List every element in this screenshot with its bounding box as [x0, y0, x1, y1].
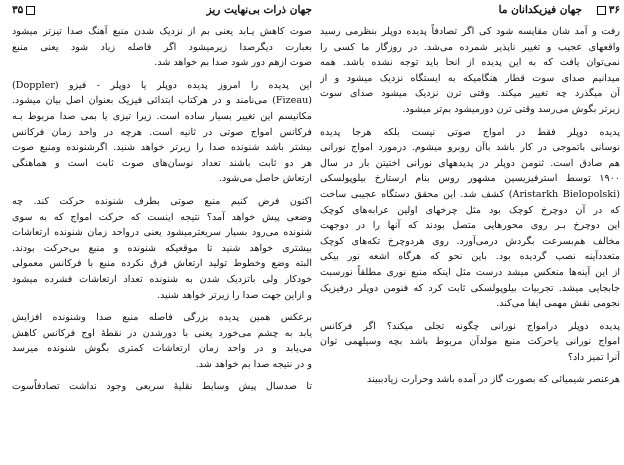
- text-line: این پدیده را امروز پدیده دوپلر یا دوپلر - فیزو (Doppler): [12, 79, 312, 91]
- page-header: [12, 4, 312, 18]
- text-line: متعددآینه نصب گردیده بود. باین نحو که هرگاه اشعه نور بیکی: [320, 251, 620, 263]
- text-line: یابد به چشم می‌خورد یعنی با دورشدن در نقطهٔ اوج فرکانس کاهش: [12, 327, 312, 339]
- text-body: [320, 24, 620, 388]
- text-line: صوت کاهش یـابد یعنی بم از نزدیک شدن منبع آهنگ صدا تیزتر میشود: [12, 26, 312, 37]
- page-number: ۳۶: [594, 4, 620, 16]
- text-line: هم صادق است. ثنومن دوپلر در پدیدههای نورانی اختیتن بار در سال: [320, 157, 620, 169]
- text-line: از این آینه‌ها منعکس میشد درست مثل اینکه منبع نوری مطلقاً نورسبت: [320, 266, 620, 278]
- running-title: جهان فیزیکدانان ما: [498, 4, 582, 16]
- text-line: می‌یابد و در واحد زمان ارتعاشات کمتری بگوش شنونده میرسد: [12, 343, 312, 355]
- left-page: [12, 0, 312, 465]
- text-line: آن میگذرد چه تغییر میکند. وقتی ترن نزدیک میشود صدای سوت: [320, 88, 620, 100]
- text-line: که در آن دوچرخ کوچک بود مثل چرخهای اولین عرابه‌های کوچک: [320, 204, 620, 216]
- text-line: نوسانی باتموجی در کار باشد باآن روبرو میشوم. درمورد امواج نورانی: [320, 142, 620, 154]
- text-line: هر دو ثابت باشند تعداد نوسان‌های صوت ثابت است و هماهنگی: [12, 157, 312, 169]
- right-page: [320, 0, 620, 465]
- text-line: زیرتر بگوش می‌رسد وقتی ترن دورمیشود بم‌تر میشود.: [402, 103, 620, 115]
- text-line: برعکس همین پدیده بزرگی فاصله منبع صدا وشنونده افزایش: [12, 312, 312, 324]
- text-line: رفت و آمد شان مقایسه شود کی اگر تصادفاً پدیده دوپلر بنظرمی رسید: [320, 26, 620, 37]
- text-line: (Fizeau) می‌نامند و در هرکتاب ابتدائی فیزیک بعنوان اصل بیان میشود.: [12, 95, 312, 107]
- text-line: شنونده می‌رود بسیار سریعترمیشود یعنی درواحد زمان شنونده ارتعاشات: [12, 227, 312, 239]
- text-line: وضعی پیش خواهد آمد؟ نتیجه اینست که حرکت امواج که به سوی: [12, 211, 312, 223]
- text-line: بیشتر باشد شنونده صدا را زیرتر خواهد شنید. اگرشنونده ومنبع صوت: [12, 142, 312, 154]
- text-line: فرکانس امواج صوتی در ثانیه است. هرچه در واحد زمان فرکانس: [12, 126, 312, 138]
- text-line: مکانیسم این تغییر بسیار ساده است. زیرا تیزی یا بمی صدا مربوط بـه: [12, 110, 312, 122]
- text-line: و در نتیجه صدا بم خواهد شد.: [195, 358, 312, 370]
- page-number: ۳۵: [12, 4, 38, 16]
- text-line: تا صدسال پیش وسایط نقلیهٔ سریعی وجود نداشت تصادفاًسوت: [12, 381, 312, 393]
- text-line: آنرا تمیز داد؟: [567, 351, 620, 363]
- text-line: و ازاین جهت صدا را زیرتر خواهد شنید.: [157, 289, 312, 301]
- text-line: میدانیم صدای سوت قطار هنگامیکه به ایستگاه نزدیک میشود و از: [320, 72, 620, 84]
- running-title: جهان ذرات بی‌نهایت ریز: [206, 4, 312, 16]
- text-line: خودکار ولی باتزدیک شدن به شنونده تعداد ارتعاشات فشرده میشود: [12, 273, 312, 285]
- text-line: امواج نورانی یاحرکت منبع مولدآن مربوط باشد بچه وسیلهمی توان: [320, 336, 620, 348]
- text-line: واقعهای عجیب و تغییر ناپذیر شمرده می‌شد. در روزگار ما کسی را: [320, 41, 620, 53]
- text-line: اکنون فرض کنیم منبع صوتی بطرف شنونده حرکت کند. چه: [12, 195, 312, 207]
- text-line: پدیده دوپلر فقط در امواج صوتی نیست بلکه هرجا پدیده: [320, 126, 620, 138]
- text-line: (Aristarkh Bielopolski) کشف شد. این محقق دستگاه عجیبی ساخت: [320, 188, 620, 200]
- text-line: بیشتری خواهد شنید تا موقعیکه شنونده و منبع بی‌حرکت بودند.: [12, 242, 312, 254]
- text-line: این دوچرخ بـر روی محورهایی متصل بودند که آنها را در دوجهت: [320, 220, 620, 232]
- text-line: جابجایی میشد. تجربیات بیلوپولسکی ثابت کرد که فنومن دوپلر درفیزیک: [320, 282, 620, 294]
- text-line: صوت ازهم دور شود صدا بم خواهد شد.: [154, 57, 312, 69]
- text-line: البته وضع وخطوط تولید ارتعاش فرق نکرده منبع با فرکانس معمولی: [12, 258, 312, 270]
- text-line: نمی‌توان یافت که به این پدیده از انحا باید توجه نشده باشد. همه: [320, 57, 620, 69]
- page-header: [320, 4, 620, 18]
- header-square-icon: [597, 6, 606, 15]
- text-line: ارتعاش حاصل می‌شود.: [218, 173, 312, 185]
- text-line: بعبارت دیگرصدا زیرمیشود اگر فاصله زیاد شود یعنی منبع: [12, 41, 312, 53]
- text-line: ۱۹۰۰ توسط استرفیزیسین مشهور روس بنام ارستارخ بیلوپولسکی: [320, 173, 620, 185]
- text-line: هرعنصر شیمیائی که بصورت گاز در آمده باشد وحرارت زیادببیند: [367, 374, 620, 386]
- text-line: نجومی نقش مهمی ایفا می‌کند.: [496, 298, 620, 310]
- text-line: پدیده دوپلر درامواج نورانی چگونه تجلی میکند؟ اگر فرکانس: [320, 320, 620, 332]
- header-square-icon: [26, 6, 35, 15]
- text-body: [12, 24, 312, 395]
- text-line: مخالف هم‌بسرعت بگردش درمی‌آورد. روی هردوچرخ تکه‌های کوچک: [320, 235, 620, 247]
